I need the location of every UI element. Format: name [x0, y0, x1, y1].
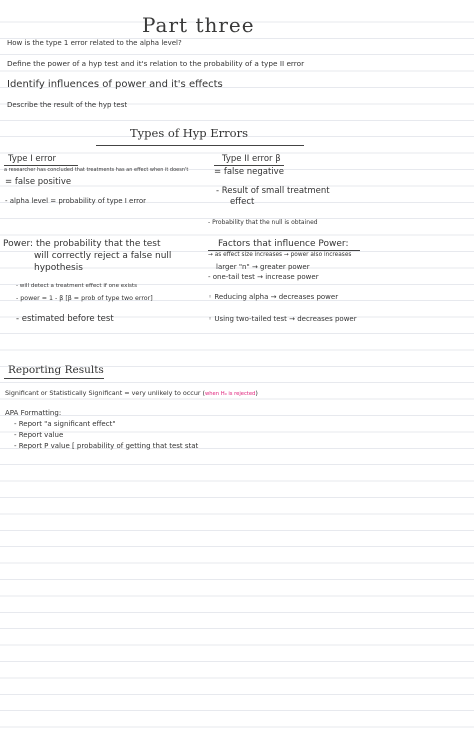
type1-underline — [4, 165, 78, 166]
section-title-underline — [96, 145, 304, 146]
significance-text: Significant or Statistically Significant = very unlikely to occur ( — [5, 389, 206, 397]
significance-line — [5, 390, 258, 397]
factors-item-5: ◦ Using two-tailed test → decreases power — [208, 315, 357, 323]
power-line-3: hypothesis — [34, 263, 83, 273]
factors-item-3: - one-tail test → increase power — [208, 273, 319, 281]
question-3: Identify influences of power and it's effects — [7, 79, 223, 90]
type2-item-2: - Result of small treatment — [216, 186, 330, 196]
apa-item-3: - Report P value [ probability of getting that test stat — [14, 442, 199, 450]
type1-heading: Type I error — [8, 154, 57, 164]
apa-heading: APA Formatting: — [5, 409, 62, 417]
type2-heading: Type II error β — [222, 154, 281, 164]
type2-underline — [214, 165, 284, 166]
significance-note: when H₀ is rejected — [205, 391, 256, 397]
question-1: How is the type 1 error related to the alpha level? — [7, 39, 182, 47]
power-item-3: - estimated before test — [16, 314, 114, 324]
factors-item-4: ◦ Reducing alpha → decreases power — [208, 293, 339, 301]
type2-item-3: effect — [230, 197, 255, 207]
power-item-1: - will detect a treatment effect if one exists — [16, 283, 138, 289]
factors-item-2: larger "n" → greater power — [216, 263, 310, 271]
question-4: Describe the result of the hyp test — [7, 101, 128, 109]
question-2: Define the power of a hyp test and it's relation to the probability of a type II error — [7, 59, 305, 68]
type2-item-1: = false negative — [214, 167, 284, 177]
section-title: Types of Hyp Errors — [130, 126, 248, 140]
type1-note: a researcher has concluded that treatments has an effect when it doesn't — [4, 167, 189, 173]
power-line-1: Power: the probability that the test — [3, 239, 161, 249]
apa-item-2: - Report value — [14, 431, 64, 439]
reporting-heading: Reporting Results — [8, 364, 104, 376]
type1-item-1: = false positive — [5, 177, 72, 187]
power-item-2: - power = 1 - β [β = prob of type two error] — [16, 295, 153, 302]
type2-item-4: - Probability that the null is obtained — [208, 219, 318, 226]
reporting-underline — [4, 378, 104, 379]
page-title: Part three — [142, 13, 255, 37]
significance-close: ) — [255, 389, 258, 397]
factors-underline — [208, 250, 360, 251]
type1-item-2: - alpha level = probability of type I error — [5, 197, 146, 205]
apa-item-1: - Report "a significant effect" — [14, 420, 116, 428]
factors-item-1: → as effect size increases → power also increases — [208, 252, 352, 258]
power-line-2: will correctly reject a false null — [34, 251, 172, 261]
factors-heading: Factors that influence Power: — [218, 239, 349, 249]
